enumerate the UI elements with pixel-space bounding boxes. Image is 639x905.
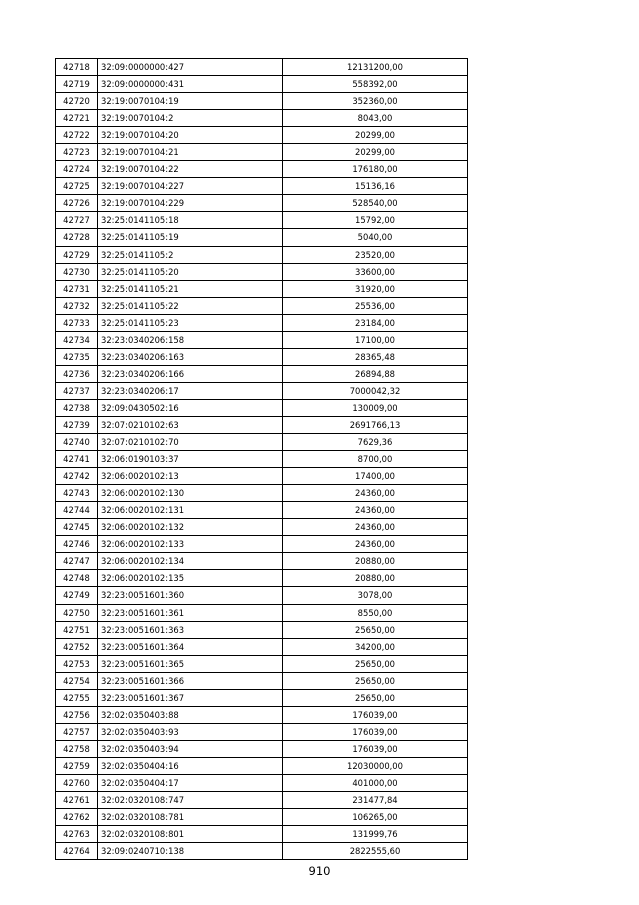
cadastral-number-cell: 32:25:0141105:20 (98, 263, 283, 280)
cadastral-number-cell: 32:23:0051601:360 (98, 587, 283, 604)
table-row (56, 348, 468, 365)
table-row (56, 723, 468, 740)
row-number-cell: 42729 (56, 246, 98, 263)
row-number-cell: 42725 (56, 178, 98, 195)
row-number-cell: 42741 (56, 451, 98, 468)
table-row (56, 434, 468, 451)
table-row (56, 757, 468, 774)
table-row (56, 826, 468, 843)
value-cell: 24360,00 (283, 536, 468, 553)
table-row (56, 76, 468, 93)
cadastral-number-cell: 32:19:0070104:2 (98, 110, 283, 127)
value-cell: 26894,88 (283, 365, 468, 382)
value-cell: 25650,00 (283, 689, 468, 706)
page-number: 910 (308, 864, 331, 878)
row-number-cell: 42728 (56, 229, 98, 246)
cadastral-number-cell: 32:06:0020102:131 (98, 502, 283, 519)
table-row (56, 706, 468, 723)
row-number-cell: 42726 (56, 195, 98, 212)
value-cell: 176039,00 (283, 723, 468, 740)
table-row (56, 502, 468, 519)
cadastral-number-cell: 32:25:0141105:22 (98, 297, 283, 314)
table-row (56, 604, 468, 621)
table-row (56, 451, 468, 468)
row-number-cell: 42756 (56, 706, 98, 723)
cadastral-number-cell: 32:06:0020102:13 (98, 468, 283, 485)
value-cell: 2691766,13 (283, 416, 468, 433)
value-cell: 558392,00 (283, 76, 468, 93)
cadastral-number-cell: 32:19:0070104:21 (98, 144, 283, 161)
row-number-cell: 42735 (56, 348, 98, 365)
row-number-cell: 42740 (56, 434, 98, 451)
table-row (56, 638, 468, 655)
data-table (55, 58, 468, 860)
table-row (56, 570, 468, 587)
row-number-cell: 42734 (56, 331, 98, 348)
cadastral-number-cell: 32:02:0320108:747 (98, 792, 283, 809)
cadastral-number-cell: 32:25:0141105:2 (98, 246, 283, 263)
table-row (56, 809, 468, 826)
cadastral-number-cell: 32:25:0141105:19 (98, 229, 283, 246)
cadastral-number-cell: 32:07:0210102:63 (98, 416, 283, 433)
table-row (56, 740, 468, 757)
row-number-cell: 42763 (56, 826, 98, 843)
table-row (56, 485, 468, 502)
cadastral-number-cell: 32:19:0070104:227 (98, 178, 283, 195)
row-number-cell: 42732 (56, 297, 98, 314)
table-row (56, 178, 468, 195)
row-number-cell: 42722 (56, 127, 98, 144)
row-number-cell: 42737 (56, 382, 98, 399)
cadastral-number-cell: 32:23:0051601:367 (98, 689, 283, 706)
row-number-cell: 42758 (56, 740, 98, 757)
cadastral-number-cell: 32:07:0210102:70 (98, 434, 283, 451)
cadastral-number-cell: 32:02:0320108:801 (98, 826, 283, 843)
table-row (56, 331, 468, 348)
value-cell: 20299,00 (283, 144, 468, 161)
table-row (56, 297, 468, 314)
cadastral-number-cell: 32:02:0350403:94 (98, 740, 283, 757)
value-cell: 17100,00 (283, 331, 468, 348)
value-cell: 17400,00 (283, 468, 468, 485)
value-cell: 20299,00 (283, 127, 468, 144)
table-row (56, 689, 468, 706)
value-cell: 15792,00 (283, 212, 468, 229)
value-cell: 8550,00 (283, 604, 468, 621)
row-number-cell: 42752 (56, 638, 98, 655)
table-row (56, 553, 468, 570)
cadastral-number-cell: 32:23:0340206:158 (98, 331, 283, 348)
row-number-cell: 42750 (56, 604, 98, 621)
cadastral-number-cell: 32:06:0020102:130 (98, 485, 283, 502)
value-cell: 24360,00 (283, 485, 468, 502)
value-cell: 131999,76 (283, 826, 468, 843)
cadastral-number-cell: 32:02:0350404:16 (98, 757, 283, 774)
cadastral-number-cell: 32:23:0340206:166 (98, 365, 283, 382)
value-cell: 5040,00 (283, 229, 468, 246)
table-body (56, 59, 468, 860)
table-row (56, 263, 468, 280)
table-row (56, 621, 468, 638)
cadastral-number-cell: 32:19:0070104:22 (98, 161, 283, 178)
table-row (56, 382, 468, 399)
row-number-cell: 42745 (56, 519, 98, 536)
table-row (56, 536, 468, 553)
cadastral-number-cell: 32:19:0070104:229 (98, 195, 283, 212)
cadastral-number-cell: 32:23:0051601:361 (98, 604, 283, 621)
table-row (56, 365, 468, 382)
table-row (56, 399, 468, 416)
row-number-cell: 42718 (56, 59, 98, 76)
cadastral-number-cell: 32:06:0020102:135 (98, 570, 283, 587)
value-cell: 130009,00 (283, 399, 468, 416)
table-row (56, 468, 468, 485)
row-number-cell: 42723 (56, 144, 98, 161)
value-cell: 2822555,60 (283, 843, 468, 860)
row-number-cell: 42727 (56, 212, 98, 229)
value-cell: 401000,00 (283, 774, 468, 791)
table-row (56, 792, 468, 809)
table-row (56, 195, 468, 212)
cadastral-number-cell: 32:02:0320108:781 (98, 809, 283, 826)
value-cell: 12131200,00 (283, 59, 468, 76)
table-row (56, 314, 468, 331)
value-cell: 176180,00 (283, 161, 468, 178)
row-number-cell: 42744 (56, 502, 98, 519)
table-row (56, 587, 468, 604)
value-cell: 25650,00 (283, 655, 468, 672)
cadastral-number-cell: 32:09:0000000:427 (98, 59, 283, 76)
cadastral-number-cell: 32:09:0240710:138 (98, 843, 283, 860)
table-row (56, 416, 468, 433)
table-row (56, 144, 468, 161)
cadastral-number-cell: 32:02:0350403:88 (98, 706, 283, 723)
value-cell: 7629,36 (283, 434, 468, 451)
row-number-cell: 42731 (56, 280, 98, 297)
row-number-cell: 42755 (56, 689, 98, 706)
cadastral-number-cell: 32:23:0051601:366 (98, 672, 283, 689)
row-number-cell: 42746 (56, 536, 98, 553)
row-number-cell: 42733 (56, 314, 98, 331)
row-number-cell: 42743 (56, 485, 98, 502)
value-cell: 31920,00 (283, 280, 468, 297)
value-cell: 23520,00 (283, 246, 468, 263)
cadastral-number-cell: 32:25:0141105:18 (98, 212, 283, 229)
table-row (56, 774, 468, 791)
row-number-cell: 42724 (56, 161, 98, 178)
row-number-cell: 42720 (56, 93, 98, 110)
value-cell: 25536,00 (283, 297, 468, 314)
value-cell: 231477,84 (283, 792, 468, 809)
table-row (56, 672, 468, 689)
table-row (56, 655, 468, 672)
row-number-cell: 42748 (56, 570, 98, 587)
table-row (56, 229, 468, 246)
value-cell: 25650,00 (283, 621, 468, 638)
row-number-cell: 42754 (56, 672, 98, 689)
table-row (56, 161, 468, 178)
value-cell: 20880,00 (283, 553, 468, 570)
table-row (56, 212, 468, 229)
value-cell: 23184,00 (283, 314, 468, 331)
row-number-cell: 42738 (56, 399, 98, 416)
value-cell: 25650,00 (283, 672, 468, 689)
value-cell: 176039,00 (283, 706, 468, 723)
value-cell: 352360,00 (283, 93, 468, 110)
cadastral-number-cell: 32:09:0000000:431 (98, 76, 283, 93)
row-number-cell: 42760 (56, 774, 98, 791)
row-number-cell: 42736 (56, 365, 98, 382)
row-number-cell: 42739 (56, 416, 98, 433)
table-row (56, 246, 468, 263)
value-cell: 24360,00 (283, 502, 468, 519)
cadastral-number-cell: 32:19:0070104:19 (98, 93, 283, 110)
value-cell: 34200,00 (283, 638, 468, 655)
value-cell: 24360,00 (283, 519, 468, 536)
value-cell: 3078,00 (283, 587, 468, 604)
cadastral-number-cell: 32:06:0020102:133 (98, 536, 283, 553)
value-cell: 8043,00 (283, 110, 468, 127)
row-number-cell: 42721 (56, 110, 98, 127)
value-cell: 33600,00 (283, 263, 468, 280)
cadastral-number-cell: 32:02:0350404:17 (98, 774, 283, 791)
row-number-cell: 42753 (56, 655, 98, 672)
row-number-cell: 42747 (56, 553, 98, 570)
table-row (56, 127, 468, 144)
table-row (56, 93, 468, 110)
cadastral-number-cell: 32:23:0051601:363 (98, 621, 283, 638)
cadastral-number-cell: 32:23:0051601:365 (98, 655, 283, 672)
cadastral-number-cell: 32:06:0020102:134 (98, 553, 283, 570)
table-row (56, 59, 468, 76)
cadastral-number-cell: 32:23:0340206:17 (98, 382, 283, 399)
row-number-cell: 42742 (56, 468, 98, 485)
cadastral-number-cell: 32:06:0190103:37 (98, 451, 283, 468)
row-number-cell: 42761 (56, 792, 98, 809)
table-row (56, 843, 468, 860)
row-number-cell: 42751 (56, 621, 98, 638)
cadastral-number-cell: 32:02:0350403:93 (98, 723, 283, 740)
value-cell: 7000042,32 (283, 382, 468, 399)
row-number-cell: 42764 (56, 843, 98, 860)
table-row (56, 519, 468, 536)
row-number-cell: 42759 (56, 757, 98, 774)
cadastral-number-cell: 32:06:0020102:132 (98, 519, 283, 536)
value-cell: 176039,00 (283, 740, 468, 757)
value-cell: 8700,00 (283, 451, 468, 468)
row-number-cell: 42757 (56, 723, 98, 740)
value-cell: 528540,00 (283, 195, 468, 212)
row-number-cell: 42730 (56, 263, 98, 280)
cadastral-number-cell: 32:09:0430502:16 (98, 399, 283, 416)
row-number-cell: 42762 (56, 809, 98, 826)
value-cell: 15136,16 (283, 178, 468, 195)
cadastral-number-cell: 32:23:0051601:364 (98, 638, 283, 655)
value-cell: 106265,00 (283, 809, 468, 826)
row-number-cell: 42719 (56, 76, 98, 93)
cadastral-number-cell: 32:23:0340206:163 (98, 348, 283, 365)
value-cell: 28365,48 (283, 348, 468, 365)
cadastral-number-cell: 32:25:0141105:21 (98, 280, 283, 297)
table-row (56, 110, 468, 127)
table-row (56, 280, 468, 297)
cadastral-number-cell: 32:25:0141105:23 (98, 314, 283, 331)
cadastral-number-cell: 32:19:0070104:20 (98, 127, 283, 144)
value-cell: 20880,00 (283, 570, 468, 587)
value-cell: 12030000,00 (283, 757, 468, 774)
row-number-cell: 42749 (56, 587, 98, 604)
